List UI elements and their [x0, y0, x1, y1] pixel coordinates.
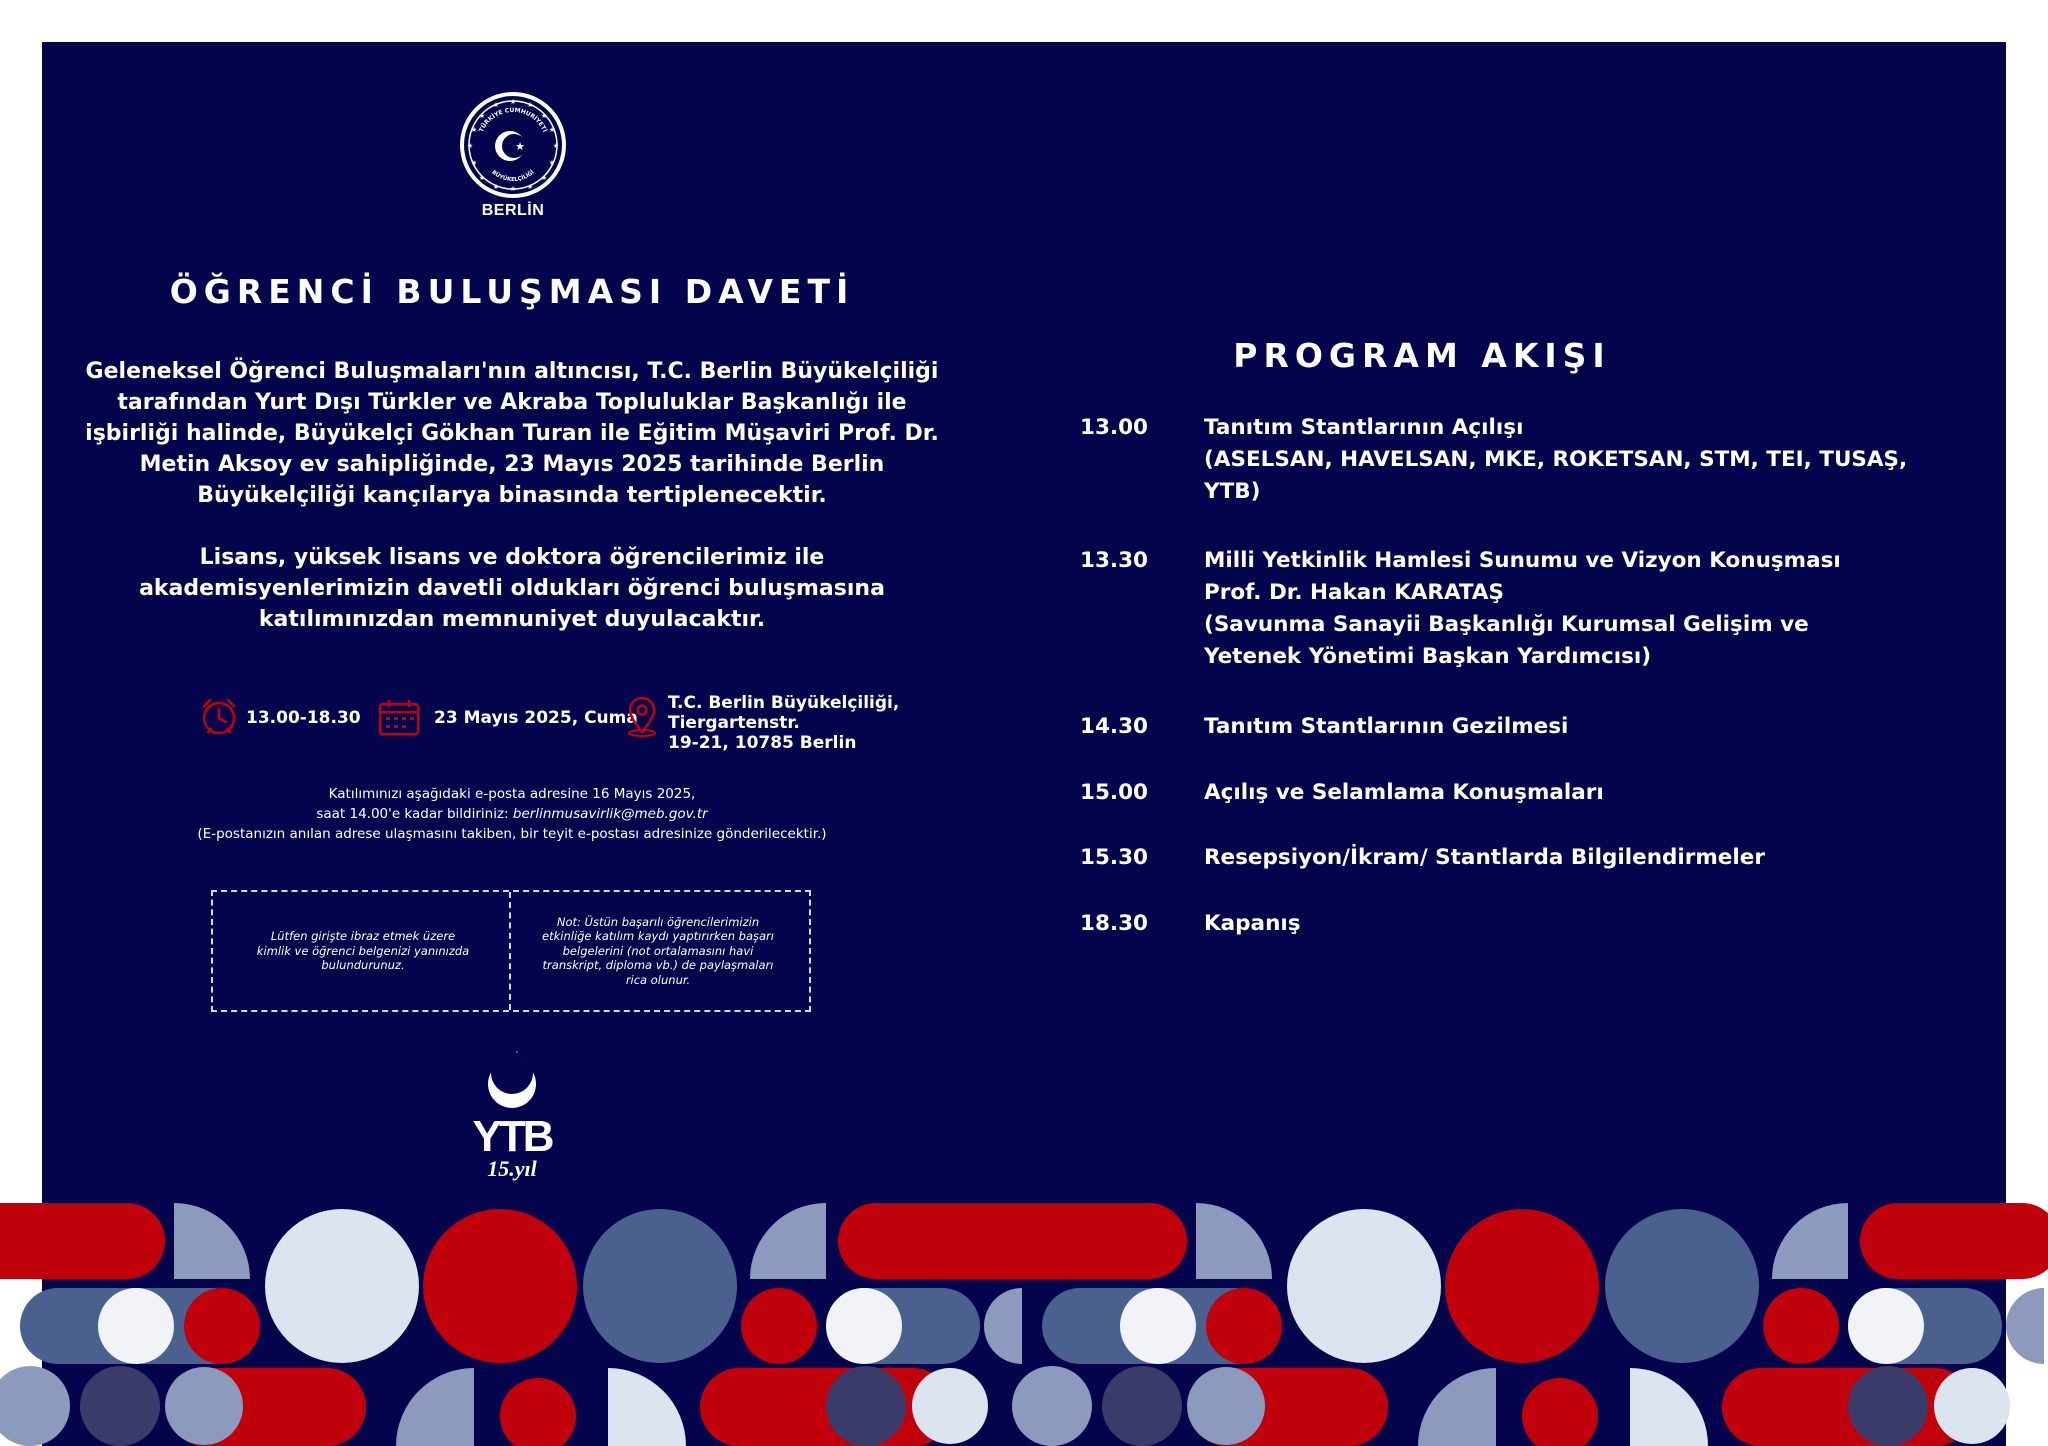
notes-divider — [509, 892, 511, 1010]
svg-text:★: ★ — [509, 98, 517, 106]
program-time: 15.00 — [1080, 780, 1149, 805]
svg-text:★: ★ — [515, 140, 525, 153]
rsvp-email-link[interactable]: berlinmusavirlik@meb.gov.tr — [512, 806, 708, 822]
svg-text:★: ★ — [540, 112, 548, 120]
location-pin-icon — [624, 696, 660, 738]
program-text: Tanıtım Stantlarının Gezilmesi — [1204, 714, 1569, 739]
svg-text:★: ★ — [509, 185, 517, 193]
svg-text:TÜRKİYE CUMHURİYETİ: TÜRKİYE CUMHURİYETİ — [477, 106, 549, 134]
rsvp-line-3: (E-postanızın anılan adrese ulaşmasını takiben, bir teyit e-postası adresinize gönderilecektir.) — [197, 826, 827, 842]
svg-text:★: ★ — [478, 112, 486, 120]
program-text: (ASELSAN, HAVELSAN, MKE, ROKETSAN, STM, TEI, TUSAŞ, YTB) — [1204, 447, 1908, 504]
invitation-paragraph-2: Lisans, yüksek lisans ve doktora öğrencilerimiz ile akademisyenlerimizin davetli oldukları öğrenci buluşmasına katılımınızdan memnuniyet duyulacaktır. — [139, 545, 885, 632]
svg-text:★: ★ — [548, 159, 556, 167]
location-line-3: 19-21, 10785 Berlin — [668, 733, 857, 753]
svg-text:★: ★ — [470, 126, 478, 134]
event-date: 23 Mayıs 2025, Cuma — [434, 708, 638, 728]
note-id-reminder: Lütfen girişte ibraz etmek üzere kimlik ve öğrenci belgenizi yanınızda bulundurunuz. — [256, 929, 470, 973]
svg-text:★: ★ — [526, 101, 534, 109]
location-line-1: T.C. Berlin Büyükelçiliği, — [668, 693, 900, 713]
program-text: Yetenek Yönetimi Başkan Yardımcısı) — [1204, 644, 1652, 669]
rsvp-instructions — [82, 784, 942, 844]
program-time: 18.30 — [1080, 911, 1149, 936]
svg-text:★: ★ — [548, 126, 556, 134]
location-line-2: Tiergartenstr. — [668, 713, 800, 733]
event-time: 13.00-18.30 — [246, 708, 361, 728]
calendar-icon — [377, 697, 421, 737]
invitation-title: ÖĞRENCİ BULUŞMASI DAVETİ — [169, 272, 855, 311]
rsvp-line-1: Katılımınızı aşağıdaki e-posta adresine 16 Mayıs 2025, — [328, 786, 696, 802]
seal-city-label: BERLİN — [481, 202, 545, 219]
rsvp-line-2: saat 14.00'e kadar bildiriniz: — [316, 806, 513, 822]
program-text: Prof. Dr. Hakan KARATAŞ — [1204, 580, 1505, 605]
program-time: 13.00 — [1080, 415, 1149, 440]
program-text: Milli Yetkinlik Hamlesi Sunumu ve Vizyon Konuşması — [1204, 548, 1841, 573]
decorative-pattern — [0, 1160, 2048, 1446]
svg-text:★: ★ — [478, 174, 486, 182]
program-time: 15.30 — [1080, 845, 1149, 870]
notes-box — [211, 890, 811, 1012]
svg-text:★: ★ — [492, 183, 500, 191]
svg-text:BÜYÜKELÇİLİĞİ: BÜYÜKELÇİLİĞİ — [490, 169, 536, 184]
svg-text:★: ★ — [540, 174, 548, 182]
program-text: Açılış ve Selamlama Konuşmaları — [1204, 780, 1604, 805]
program-text: Tanıtım Stantlarının Açılışı — [1204, 415, 1524, 440]
clock-icon — [198, 696, 240, 736]
svg-text:15.yıl: 15.yıl — [487, 1156, 537, 1181]
event-location — [668, 693, 899, 753]
program-time: 14.30 — [1080, 714, 1149, 739]
program-title: PROGRAM AKIŞI — [1233, 336, 1611, 375]
svg-text:★: ★ — [492, 101, 500, 109]
svg-text:★: ★ — [526, 183, 534, 191]
svg-text:★: ★ — [470, 159, 478, 167]
event-details — [152, 692, 932, 792]
program-text: (Savunma Sanayii Başkanlığı Kurumsal Gelişim ve — [1204, 612, 1809, 637]
svg-text:★: ★ — [552, 142, 560, 150]
invitation-paragraph-1: Geleneksel Öğrenci Buluşmaları'nın altıncısı, T.C. Berlin Büyükelçiliği tarafından Yurt Dışı Türkler ve Akraba Topluluklar Başkanlığı ile işbirliği halinde, Büyükelçi Gökhan Turan ile Eğitim Müşaviri Prof. Dr. Metin Aksoy ev sahipliğinde, 23 Mayıs 2025 tarihinde Berlin Büyükelçiliği kançılarya binasında tertiplenecektir. — [85, 359, 939, 508]
svg-text:★: ★ — [466, 142, 474, 150]
note-achievement: Not: Üstün başarılı öğrencilerimizin etkinliğe katılım kaydı yaptırırken başarı belgelerini (not ortalamasını havi transkript, diploma vb.) de paylaşmaları rica olunur. — [542, 914, 774, 987]
program-time: 13.30 — [1080, 548, 1149, 573]
svg-text:YTB: YTB — [472, 1112, 552, 1161]
program-text: Resepsiyon/İkram/ Stantlarda Bilgilendirmeler — [1204, 845, 1765, 870]
embassy-seal-icon — [458, 90, 568, 200]
program-text: Kapanış — [1204, 911, 1301, 936]
